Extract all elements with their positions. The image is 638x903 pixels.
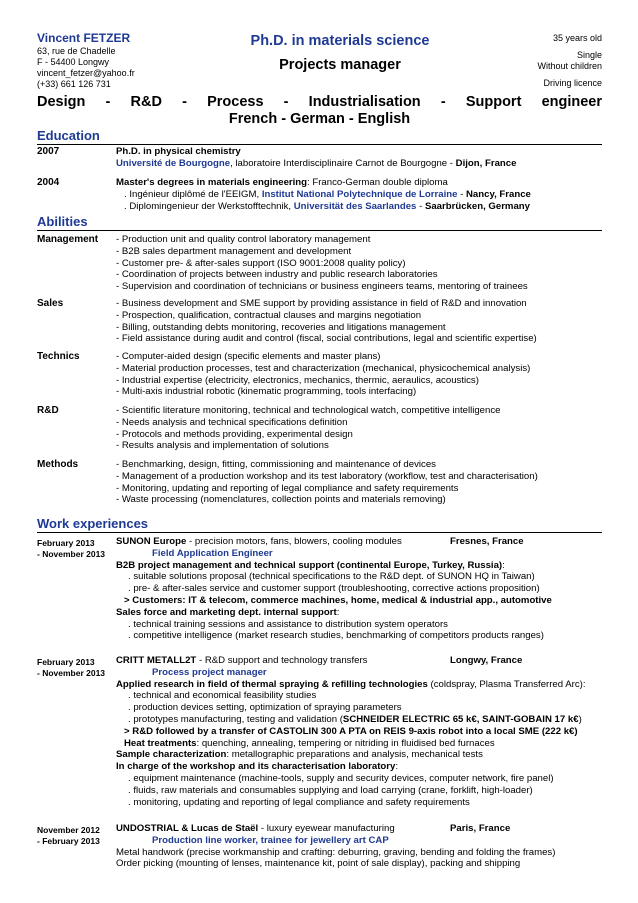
education-year: 2004 [37,177,60,188]
tagline-word: - [182,94,187,110]
ability-label: Management [37,234,99,245]
ability-item: - Protocols and methods providing, experimental design [116,428,353,440]
ability-label: Technics [37,351,80,362]
education-section-header: Education [37,126,602,145]
tagline-languages: French - German - English [228,111,411,127]
ability-item: - Scientific literature monitoring, technical and technological watch, competitive intelligence [116,405,501,416]
ability-label: Methods [37,459,79,470]
job-role: Field Application Engineer [152,547,273,559]
tagline-word: Industrialisation [308,94,421,110]
job-detail-line: . monitoring, updating and reporting of legal compliance and safety requirements [128,796,470,808]
ability-item: - Monitoring, updating and reporting of legal compliance and safety requirements [116,482,459,494]
job-detail-line: . prototypes manufacturing, testing and validation (SCHNEIDER ELECTRIC 65 k€, SAINT-GOBAIN 17 k€) [128,713,582,725]
ability-item: - Results analysis and implementation of solutions [116,440,329,452]
school-line-2: . Diplomingenieur der Werkstofftechnik, Universität des Saarlandes - Saarbrücken, Germany [124,200,530,212]
company-desc: - R&D support and technology transfers [196,655,368,666]
job-detail-line: Sample characterization: metallographic preparations and analysis, mechanical tests [116,749,483,761]
personal-info [490,33,602,89]
ability-item: - Multi-axis industrial robotic (kinematic programming, tools interfacing) [116,386,417,398]
ability-label: Sales [37,298,64,309]
ability-item: - Management of a production workshop and its test laboratory (workflow, test and characterisation) [116,470,538,482]
tagline-word: R&D [130,94,162,110]
title-line-1: Ph.D. in materials science [250,33,430,49]
job-location: Longwy, France [450,655,523,666]
job-date-end: - February 2013 [37,836,100,846]
job-company-line [116,823,602,835]
job-detail-line: . competitive intelligence (market research studies, benchmarking of competitors products ranges) [128,630,544,642]
ability-item: - B2B sales department management and development [116,245,352,257]
children: Without children [537,61,602,71]
tagline-word: Design [37,94,86,110]
tagline-word: - [105,94,111,110]
degree: Ph.D. in physical chemistry [116,146,241,157]
job-detail-line: Metal handwork (precise workmanship and crafting: deburring, graving, bending and folding the frames) [116,846,556,858]
ability-item: - Computer-aided design (specific elements and master plans) [116,351,381,362]
work-section-header: Work experiences [37,514,602,533]
ability-item: - Customer pre- & after-sales support (ISO 9001:2008 quality policy) [116,257,406,269]
job-date-end: - November 2013 [37,549,106,559]
tagline-skills [37,94,602,110]
ability-item: - Prospection, qualification, contractual clauses and margins negotiation [116,309,422,321]
job-detail-line: . suitable solutions proposal (technical specifications to the R&D dept. of SUNON HQ in Taiwan) [128,571,535,583]
job-detail-line: . technical training sessions and assistance to distribution system operators [128,618,448,630]
tagline-word: Process [207,94,264,110]
job-detail-line: . fluids, raw materials and consumables supplying and load carrying (crane, forklift, high-loader) [128,784,533,796]
job-detail-line: B2B project management and technical support (continental Europe, Turkey, Russia): [116,559,505,571]
ability-item: - Billing, outstanding debts monitoring, recoveries and litigations management [116,321,446,333]
candidate-name: Vincent FETZER [37,31,131,45]
job-location: Paris, France [450,823,511,834]
address-line-2: F - 54400 Longwy [37,57,110,67]
ability-item: - Coordination of projects between industry and public research laboratories [116,269,438,281]
ability-item: - Needs analysis and technical specifications definition [116,416,348,428]
phone: (+33) 661 126 731 [37,79,111,89]
job-company-line [116,536,602,548]
job-detail-line: > Customers: IT & telecom, commerce machines, home, medical & industrial app., automotive [124,594,552,606]
ability-item: - Material production processes, test and characterization (mechanical, physicochemical analysis) [116,362,531,374]
school-line-1: . Ingénieur diplômé de l'EEIGM, Institut National Polytechnique de Lorraine - Nancy, France [124,188,531,200]
age: 35 years old [552,33,602,43]
job-role: Production line worker, trainee for jewellery art CAP [152,834,389,846]
job-detail-line: . equipment maintenance (machine-tools, supply and security devices, computer network, fire panel) [128,772,554,784]
ability-label: R&D [37,405,59,416]
abilities-section-header: Abilities [37,212,602,231]
school-line: Université de Bourgogne, laboratoire Interdisciplinaire Carnot de Bourgogne - Dijon, France [116,157,517,169]
contact-block [37,46,135,90]
driving-licence: Driving licence [543,78,602,88]
tagline-word: - [283,94,289,110]
job-detail-line: In charge of the workshop and its characterisation laboratory: [116,761,399,773]
ability-item: - Supervision and coordination of technicians or business engineers teams, mentoring of trainees [116,281,528,293]
company-name: CRITT METALL2T [116,655,197,666]
ability-item: - Business development and SME support by providing assistance in field of R&D and innovation [116,298,527,309]
email[interactable]: vincent_fetzer@yahoo.fr [37,68,135,78]
job-company-line [116,655,602,667]
job-detail-line: Applied research in field of thermal spraying & refilling technologies (coldspray, Plasma Transferred Arc): [116,678,586,690]
job-detail-line: . production devices setting, optimization of spraying parameters [128,702,402,714]
address-line-1: 63, rue de Chadelle [37,46,116,56]
job-detail-line: . pre- & after-sales service and customer support (troubleshooting, corrective actions proposition) [128,583,540,595]
tagline-word: engineer [541,94,602,110]
company-desc: - precision motors, fans, blowers, cooling modules [186,536,402,547]
ability-item: - Industrial expertise (electricity, electronics, mechanics, thermic, aeraulics, acoustics) [116,374,479,386]
job-date-start: November 2012 [37,825,100,835]
degree: Master's degrees in materials engineering: Franco-German double diploma [116,177,448,188]
job-role: Process project manager [152,666,267,678]
job-detail-line: > R&D followed by a transfer of CASTOLIN 300 A PTA on REIS 9-axis robot into a local SME (222 k€) [124,725,578,737]
tagline-word: Support [465,94,522,110]
tagline-word: - [440,94,446,110]
job-date-start: February 2013 [37,538,95,548]
ability-item: - Waste processing (nomenclatures, collection points and materials removing) [116,494,446,506]
marital-status: Single [576,50,602,60]
job-detail-line: Heat treatments: quenching, annealing, tempering or nitriding in fluidised bed furnaces [124,737,495,749]
job-detail-line: Sales force and marketing dept. internal support: [116,606,340,618]
company-desc: - luxury eyewear manufacturing [258,823,395,834]
ability-item: - Field assistance during audit and control (fiscal, social contributions, legal and scientific expertise) [116,333,537,345]
ability-item: - Benchmarking, design, fitting, commissioning and maintenance of devices [116,459,436,470]
job-detail-line: Order picking (mounting of lenses, maintenance kit, point of sale display), packing and shipping [116,858,521,870]
company-name: UNDOSTRIAL & Lucas de Staël [116,823,259,834]
title-line-2: Projects manager [279,57,401,73]
job-detail-line: . technical and economical feasibility studies [128,690,317,702]
job-date-start: February 2013 [37,657,95,667]
ability-item: - Production unit and quality control laboratory management [116,234,371,245]
job-date-end: - November 2013 [37,668,106,678]
job-location: Fresnes, France [450,536,524,547]
education-year: 2007 [37,146,60,157]
company-name: SUNON Europe [116,536,187,547]
